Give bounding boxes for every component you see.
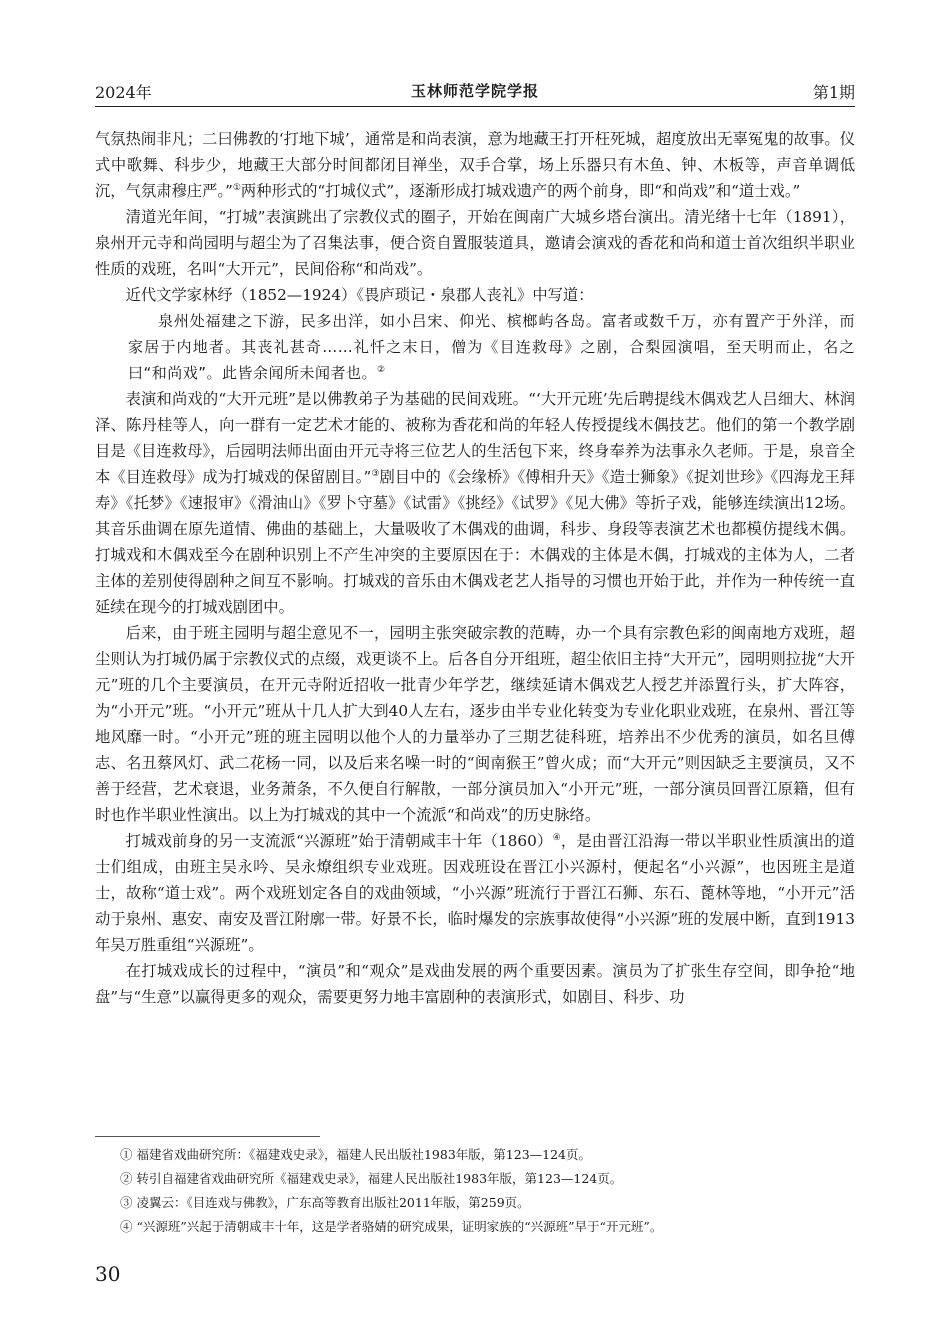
paragraph-text: ，是由晋江沿海一带以半职业性质演出的道士们组成，由班主吴永吟、吴永燎组织专业戏班。因戏班设在晋江小兴源村，便起名“小兴源”，也因班主是道士，故称“道士戏”。两个戏班划定各自的戏曲领域，“小兴源”班流行于晋江石狮、东石、蓖林等地，“小开元”活动于泉州、惠安、南安及晋江附廓一带。好景不长，临时爆发的宗族事故使得“小兴源”班的发展中断，直到1913年吴万胜重组“兴源班”。 xyxy=(95,832,855,954)
paragraph-continued xyxy=(95,126,855,204)
footnote-4: ④ “兴源班”兴起于清朝咸丰十年，这是学者骆婧的研究成果，证明家族的“兴源班”早于“开元班”。 xyxy=(120,1219,663,1234)
paragraph-text: 两种形式的“打城仪式”，逐渐形成打城戏遗产的两个前身，即“和尚戏”和“道士戏。” xyxy=(240,182,801,200)
footnote-separator xyxy=(95,1136,320,1137)
paragraph-text: 剧目中的《会缘桥》《傅相升天》《造士狮象》《捉刘世珍》《四海龙王拜寿》《托梦》《速报审》《滑油山》《罗卜守墓》《试雷》《挑经》《试罗》《见大佛》等折子戏，能够连续演出12场。其音乐曲调在原先道情、佛曲的基础上，大量吸收了木偶戏的曲调，科步、身段等表演艺术也都模仿提线木偶。打城戏和木偶戏至今在剧种识别上不产生冲突的主要原因在于：木偶戏的主体是木偶，打城戏的主体为人，二者主体的差别使得剧种之间互不影响。打城戏的音乐由木偶戏老艺人指导的习惯也开始于此，并作为一种传统一直延续在现今的打城戏剧团中。 xyxy=(95,468,855,616)
paragraph xyxy=(95,828,855,958)
footnote-ref-2[interactable]: ② xyxy=(377,365,386,375)
paragraph-text: 表演和尚戏的“大开元班”是以佛教弟子为基础的民间戏班。“‘大开元班’先后聘提线木偶戏艺人吕细大、林润泽、陈丹桂等人，向一群有一定艺术才能的、被称为香花和尚的年轻人传授提线木偶技艺。他们的第一个教学剧目是《目连救母》，后园明法师出面由开元寺将三位艺人的生活包下来，终身奉养为法事永久老师。于是，泉音全本《目连救母》成为打城戏的保留剧目。” xyxy=(95,390,855,486)
quote-text: 泉州处福建之下游，民多出洋，如小吕宋、仰光、槟榔屿各岛。富者或数千万，亦有置产于外洋，而家居于内地者。其丧礼甚奇……礼忏之末日，僧为《目连救母》之剧，合梨园演唱，至天明而止，名之曰“和尚戏”。此皆余闻所未闻者也。 xyxy=(128,312,855,382)
page-number: 30 xyxy=(95,1262,121,1286)
header-issue: 第1期 xyxy=(812,83,855,102)
header-rule xyxy=(95,106,855,107)
paragraph: 清道光年间，“打城”表演跳出了宗教仪式的圈子，开始在闽南广大城乡塔台演出。清光绪十七年（1891），泉州开元寺和尚园明与超尘为了召集法事，便合资自置服装道具，邀请会演戏的香花和尚和道士首次组织半职业性质的戏班，名叫“大开元”，民间俗称“和尚戏”。 xyxy=(95,208,855,278)
footnotes xyxy=(120,1143,855,1239)
paragraph-text: 打城戏前身的另一支流派“兴源班”始于清朝咸丰十年（1860） xyxy=(125,832,553,850)
footnote-ref-1[interactable]: ① xyxy=(232,183,241,193)
paragraph xyxy=(95,386,855,620)
footnote-1: ① 福建省戏曲研究所：《福建戏史录》，福建人民出版社1983年版，第123—124页。 xyxy=(120,1147,592,1162)
header-year: 2024年 xyxy=(95,83,152,102)
footnote-2: ② 转引自福建省戏曲研究所《福建戏史录》，福建人民出版社1983年版，第123—124页。 xyxy=(120,1171,623,1186)
running-header xyxy=(95,80,855,106)
header-journal-title: 玉林师范学院学报 xyxy=(410,82,539,100)
article-body xyxy=(95,126,855,1010)
footnote-ref-3[interactable]: ③ xyxy=(371,469,380,479)
paragraph-text: 气氛热闹非凡；二曰佛教的‘打地下城’，通常是和尚表演，意为地藏王打开枉死城，超度放出无辜冤鬼的故事。仪式中歌舞、科步少，地藏王大部分时间都闭目禅坐，双手合掌，场上乐器只有木鱼、钟、木板等，声音单调低沉，气氛肃穆庄严。” xyxy=(95,130,855,200)
paragraph: 在打城戏成长的过程中，“演员”和“观众”是戏曲发展的两个重要因素。演员为了扩张生存空间，即争抢“地盘”与“生意”以赢得更多的观众，需要更努力地丰富剧种的表演形式，如剧目、科步、功 xyxy=(95,962,855,1006)
block-quote xyxy=(128,308,855,386)
footnote-3: ③ 凌翼云：《目连戏与佛教》，广东高等教育出版社2011年版，第259页。 xyxy=(120,1195,530,1210)
footnote-ref-4[interactable]: ④ xyxy=(552,833,561,843)
paragraph: 后来，由于班主园明与超尘意见不一，园明主张突破宗教的范畴，办一个具有宗教色彩的闽南地方戏班，超尘则认为打城仍属于宗教仪式的点缀，戏更谈不上。后各自分开组班，超尘依旧主持“大开元”，园明则拉拢“大开元”班的几个主要演员，在开元寺附近招收一批青少年学艺，继续延请木偶戏艺人授艺并添置行头，扩大阵容，为“小开元”班。“小开元”班从十几人扩大到40人左右，逐步由半专业化转变为专业化职业戏班，在泉州、晋江等地风靡一时。“小开元”班的班主园明以他个人的力量举办了三期艺徒科班，培养出不少优秀的演员，如名旦傅志、名丑蔡风灯、武二花杨一同，以及后来名噪一时的“闽南猴王”曾火成；而“大开元”则因缺乏主要演员，又不善于经营，艺术衰退，业务萧条，不久便自行解散，一部分演员加入“小开元”班，一部分演员回晋江原籍，但有时也作半职业性演出。以上为打城戏的其中一个流派“和尚戏”的历史脉络。 xyxy=(95,624,855,824)
paragraph: 近代文学家林纾（1852—1924）《畏庐琐记・泉郡人丧礼》中写道： xyxy=(125,286,594,304)
